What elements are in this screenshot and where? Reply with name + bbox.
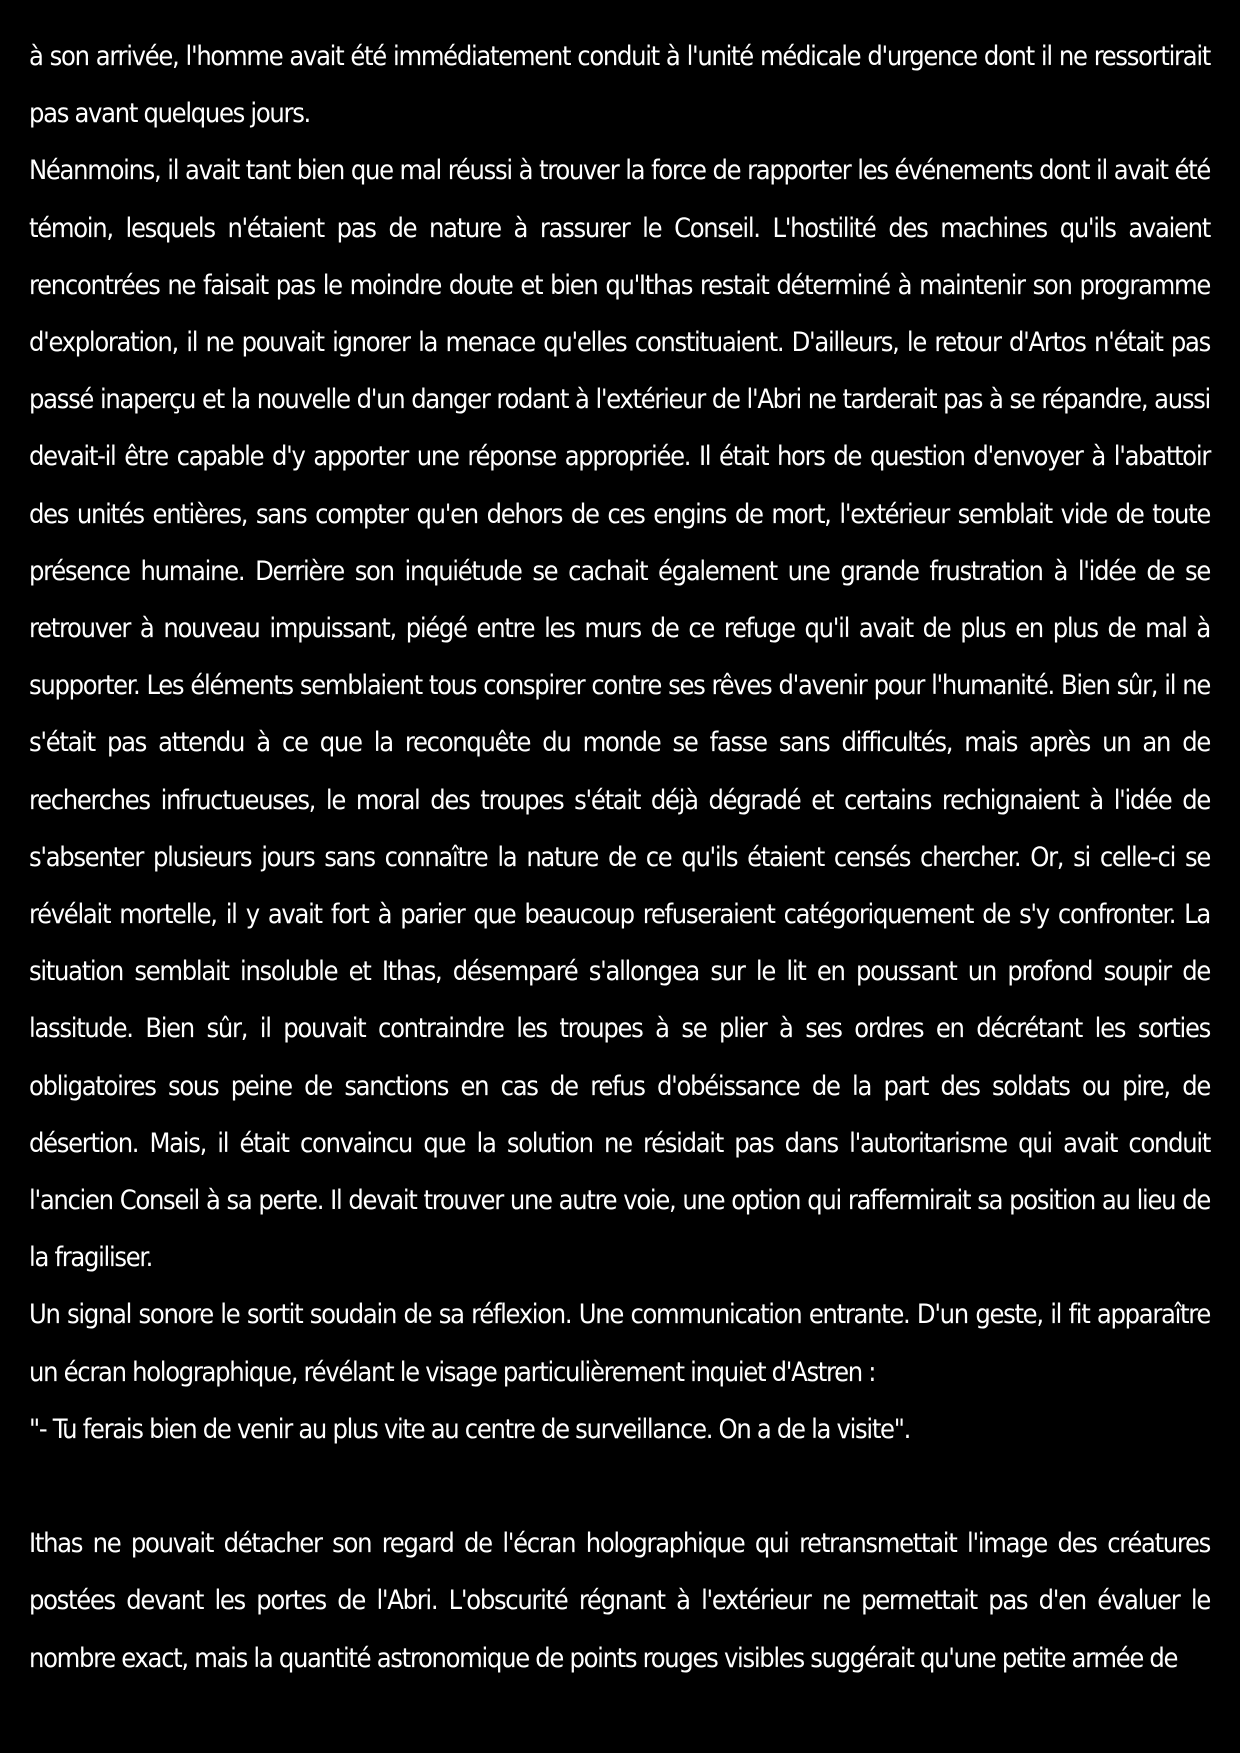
paragraph-council-dilemma: Néanmoins, il avait tant bien que mal réussi à trouver la force de rapporter les événements dont il avait été témoin, lesquels n'étaient pas de nature à rassurer le Conseil. L'hostilité des machines qu'ils avaient rencontrées ne faisait pas le moindre doute et bien qu'Ithas restait déterminé à maintenir son programme d'exploration, il ne pouvait ignorer la menace qu'elles constituaient. D'ailleurs, le retour d'Artos n'était pas passé inaperçu et la nouvelle d'un danger rodant à l'extérieur de l'Abri ne tarderait pas à se répandre, aussi devait-il être capable d'y apporter une réponse appropriée. Il était hors de question d'envoyer à l'abattoir des unités entières, sans compter qu'en dehors de ces engins de mort, l'extérieur semblait vide de toute présence humaine. Derrière son inquiétude se cachait également une grande frustration à l'idée de se retrouver à nouveau impuissant, piégé entre les murs de ce refuge qu'il avait de plus en plus de mal à supporter. Les éléments semblaient tous conspirer contre ses rêves d'avenir pour l'humanité. Bien sûr, il ne s'était pas attendu à ce que la reconquête du monde se fasse sans difficultés, mais après un an de recherches infructueuses, le moral des troupes s'était déjà dégradé et certains rechignaient à l'idée de s'absenter plusieurs jours sans connaître la nature de ce qu'ils étaient censés chercher. Or, si celle-ci se révélait mortelle, il y avait fort à parier que beaucoup refuseraient catégoriquement de s'y confronter. La situation semblait insoluble et Ithas, désemparé s'allongea sur le lit en poussant un profond soupir de lassitude. Bien sûr, il pouvait contraindre les troupes à se plier à ses ordres en décrétant les sorties obligatoires sous peine de sanctions en cas de refus d'obéissance de la part des soldats ou pire, de désertion. Mais, il était convaincu que la solution ne résidait pas dans l'autoritarisme qui avait conduit l'ancien Conseil à sa perte. Il devait trouver une autre voie, une option qui raffermirait sa position au lieu de la fragiliser.: [29, 155, 1210, 1274]
paragraph-dialogue: "- Tu ferais bien de venir au plus vite au centre de surveillance. On a de la visite".: [29, 1413, 910, 1445]
document-page: [29, 28, 1210, 1687]
section-break: [29, 1458, 1210, 1515]
paragraph-arrival: à son arrivée, l'homme avait été immédiatement conduit à l'unité médicale d'urgence dont il ne ressortirait pas avant quelques jours.: [29, 41, 1210, 130]
paragraph-signal: Un signal sonore le sortit soudain de sa réflexion. Une communication entrante. D'un geste, il fit apparaître un écran holographique, révélant le visage particulièrement inquiet d'Astren :: [29, 1299, 1210, 1388]
paragraph-creatures: Ithas ne pouvait détacher son regard de l'écran holographique qui retransmettait l'image des créatures postées devant les portes de l'Abri. L'obscurité régnant à l'extérieur ne permettait pas d'en évaluer le nombre exact, mais la quantité astronomique de points rouges visibles suggérait qu'une petite armée de: [29, 1528, 1210, 1674]
